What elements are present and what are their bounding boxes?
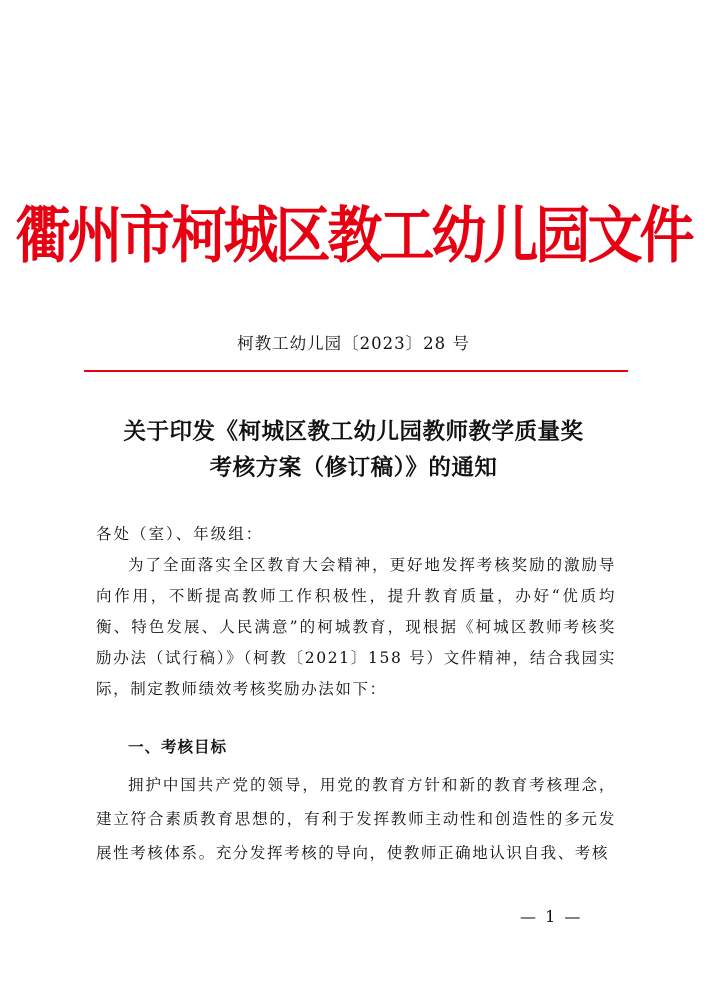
document-number: 柯教工幼儿园〔2023〕28 号 — [237, 334, 470, 353]
header-divider — [84, 370, 628, 372]
intro-paragraph: 为了全面落实全区教育大会精神，更好地发挥考核奖励的激励导向作用，不断提高教师工作积极性，提升教育质量，办好“优质均衡、特色发展、人民满意”的柯城教育，现根据《柯城区教师考核奖励办法（试行稿）》（柯教〔2021〕158 号）文件精神，结合我园实际，制定教师绩效考核奖励办法如下： — [96, 556, 616, 698]
title-line-2: 考核方案（修订稿）》的通知 — [209, 455, 498, 481]
addressee: 各处（室）、年级组： — [96, 525, 264, 543]
page-number: — 1 — — [520, 907, 583, 926]
document-header-organization: 衢州市柯城区教工幼儿园文件 — [15, 199, 692, 272]
section-paragraph: 拥护中国共产党的领导，用党的教育方针和新的教育考核理念，建立符合素质教育思想的，有利于发挥教师主动性和创造性的多元发展性考核体系。充分发挥考核的导向，使教师正确地认识自我、考核 — [96, 776, 616, 862]
document-title — [70, 414, 637, 486]
title-line-1: 关于印发《柯城区教工幼儿园教师教学质量奖 — [123, 419, 584, 445]
section-heading: 一、考核目标 — [128, 738, 228, 756]
